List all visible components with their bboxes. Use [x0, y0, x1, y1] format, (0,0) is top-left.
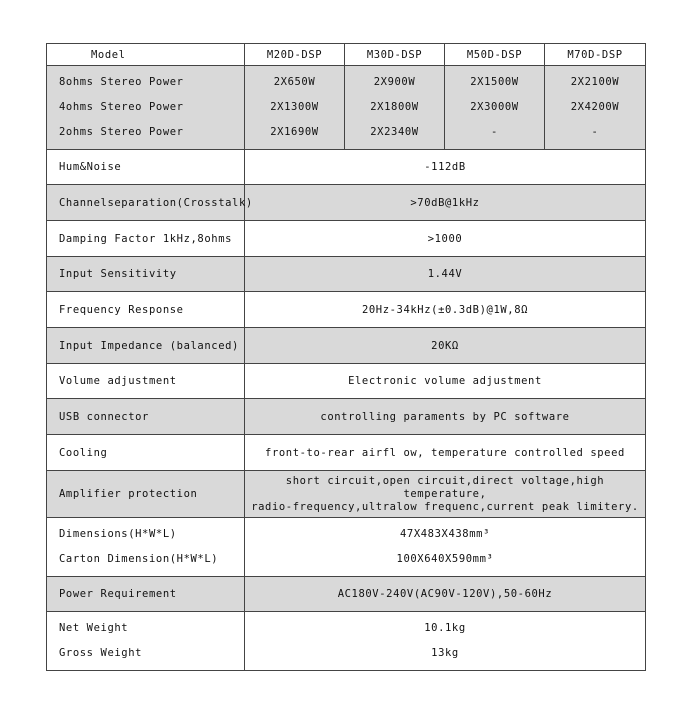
power-col-m20d: [245, 66, 345, 150]
power-value: -: [491, 126, 498, 138]
spec-value-group: [245, 612, 646, 671]
spec-label-group: [47, 518, 245, 577]
protection-line-1: short circuit,open circuit,direct voltage,high temperature,: [285, 474, 605, 500]
power-value: 2X1500W: [470, 76, 519, 88]
power-value: 2X650W: [273, 76, 316, 88]
spec-value: 20Hz-34kHz(±0.3dB)@1W,8Ω: [245, 292, 646, 328]
power-col-m50d: [445, 66, 545, 150]
row-dimensions: [47, 518, 646, 577]
power-value: 2X1690W: [270, 126, 319, 138]
spec-label: Power Requirement: [47, 577, 245, 612]
spec-value: controlling paraments by PC software: [245, 399, 646, 435]
model-m30d: M30D-DSP: [345, 44, 445, 66]
spec-label: Frequency Response: [47, 292, 245, 328]
spec-value: 10.1kg: [424, 622, 466, 634]
model-m20d: M20D-DSP: [245, 44, 345, 66]
power-value: -: [591, 126, 599, 138]
power-value: 2X4200W: [570, 101, 620, 113]
spec-value-group: [245, 518, 646, 577]
spec-label: Cooling: [47, 435, 245, 471]
protection-line-2: radio-frequency,ultralow frequenc,current peak limitery.: [251, 500, 639, 513]
power-value: 2X2340W: [370, 126, 419, 138]
spec-label: Net Weight: [59, 622, 129, 634]
power-label-4ohm: 4ohms Stereo Power: [59, 101, 184, 113]
spec-label: Input Sensitivity: [47, 257, 245, 292]
row-crosstalk: [47, 185, 646, 221]
spec-value: 13kg: [431, 647, 459, 659]
row-protection: [47, 471, 646, 518]
row-weight: [47, 612, 646, 671]
spec-value: 47X483X438mm³: [400, 528, 490, 540]
spec-value: 1.44V: [245, 257, 646, 292]
power-col-m70d: [545, 66, 646, 150]
spec-label: Damping Factor 1kHz,8ohms: [47, 221, 245, 257]
power-rows: [47, 66, 646, 150]
header-row: [47, 44, 646, 66]
spec-value: AC180V-240V(AC90V-120V),50-60Hz: [245, 577, 646, 612]
spec-value: [245, 471, 646, 518]
spec-value: front-to-rear airfl ow, temperature controlled speed: [245, 435, 646, 471]
spec-label: Volume adjustment: [47, 364, 245, 399]
row-impedance: [47, 328, 646, 364]
row-hum-noise: [47, 150, 646, 185]
model-header: Model: [47, 44, 245, 66]
model-m70d: M70D-DSP: [545, 44, 646, 66]
spec-label-group: [47, 612, 245, 671]
power-value: 2X3000W: [470, 101, 519, 113]
spec-table: [46, 43, 646, 671]
row-power-req: [47, 577, 646, 612]
row-damping: [47, 221, 646, 257]
spec-value: >70dB@1kHz: [245, 185, 646, 221]
row-sensitivity: [47, 257, 646, 292]
spec-label: Carton Dimension(H*W*L): [59, 553, 219, 565]
spec-value: >1000: [245, 221, 646, 257]
power-label-2ohm: 2ohms Stereo Power: [59, 126, 184, 138]
spec-label: Hum&Noise: [47, 150, 245, 185]
spec-value: -112dB: [245, 150, 646, 185]
spec-value: Electronic volume adjustment: [245, 364, 646, 399]
row-frequency: [47, 292, 646, 328]
spec-value: 100X640X590mm³: [396, 553, 494, 565]
spec-label: Dimensions(H*W*L): [59, 528, 177, 540]
spec-value: 20KΩ: [245, 328, 646, 364]
model-m50d: M50D-DSP: [445, 44, 545, 66]
spec-label: Amplifier protection: [47, 471, 245, 518]
spec-label: Input Impedance (balanced): [47, 328, 245, 364]
row-volume: [47, 364, 646, 399]
row-usb: [47, 399, 646, 435]
spec-label: USB connector: [47, 399, 245, 435]
row-cooling: [47, 435, 646, 471]
spec-label: Gross Weight: [59, 647, 143, 659]
power-value: 2X2100W: [570, 76, 620, 88]
power-label-8ohm: 8ohms Stereo Power: [59, 76, 184, 88]
power-col-m30d: [345, 66, 445, 150]
spec-label: Channelseparation(Crosstalk): [47, 185, 245, 221]
power-value: 2X1300W: [270, 101, 319, 113]
power-labels: [47, 66, 245, 150]
power-value: 2X900W: [373, 76, 416, 88]
power-value: 2X1800W: [370, 101, 419, 113]
